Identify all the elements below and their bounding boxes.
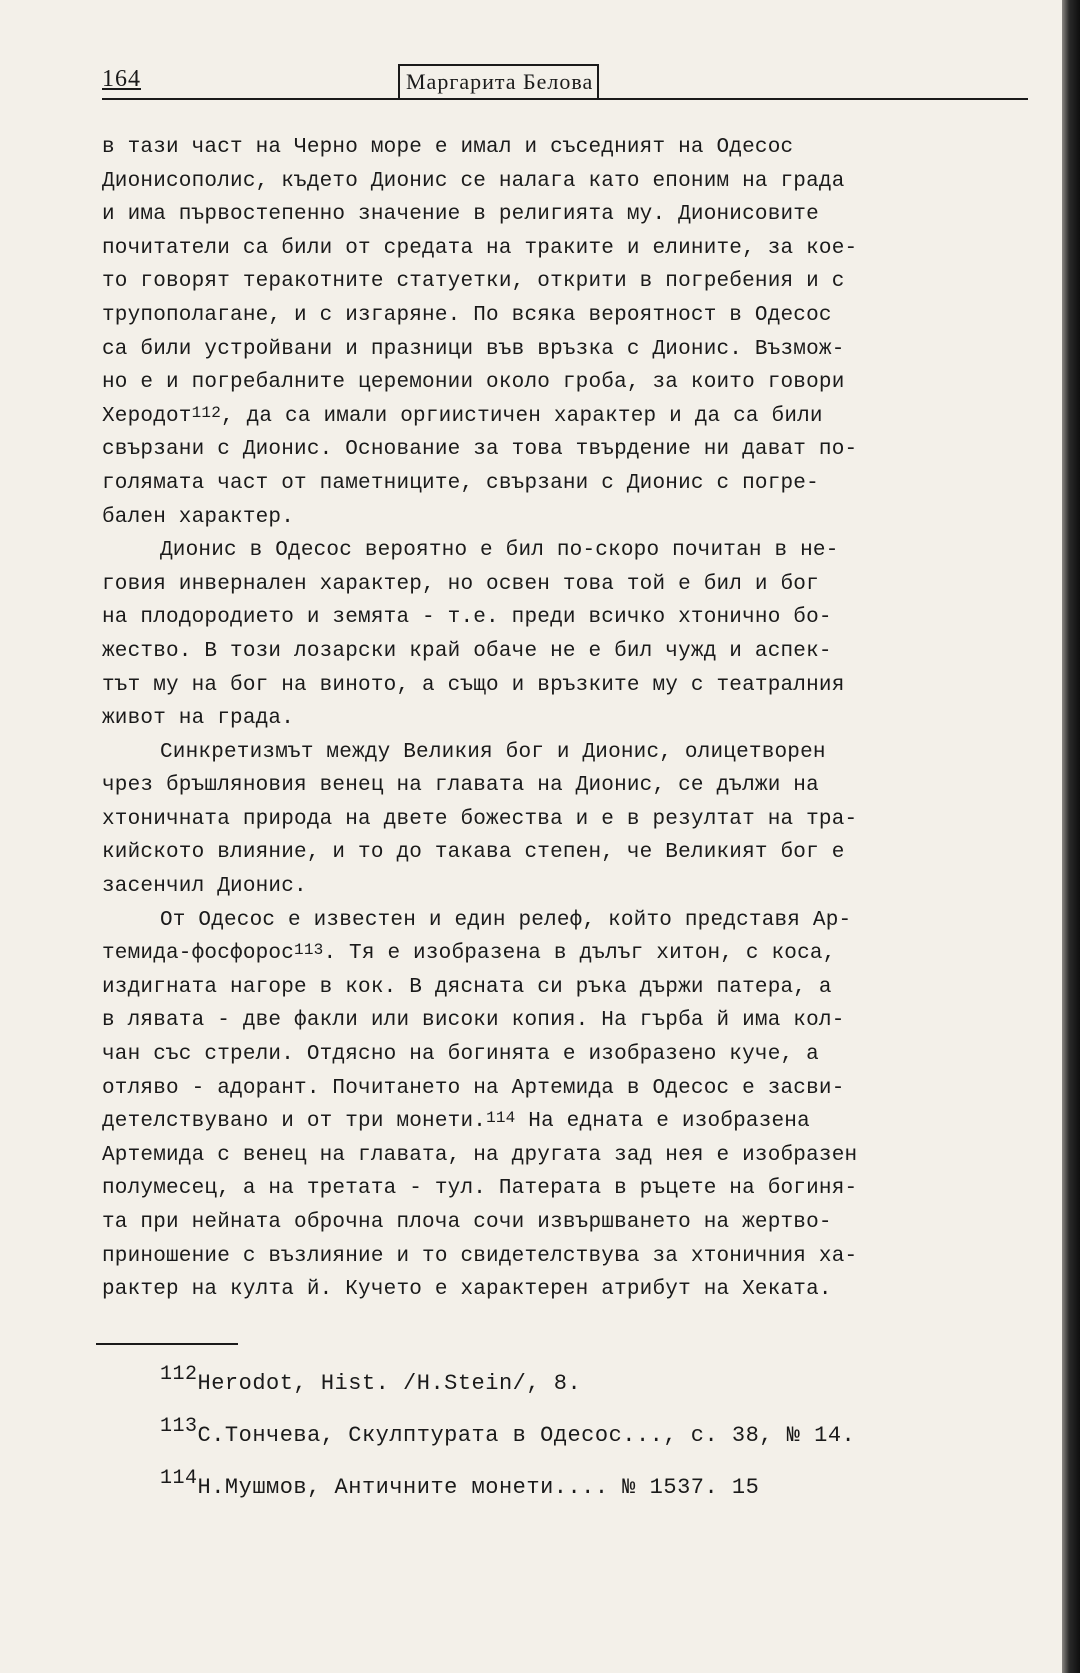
text-line bbox=[102, 1206, 1032, 1240]
text-line bbox=[102, 1072, 1032, 1106]
text-line-content: Херодот bbox=[102, 404, 192, 428]
text-line bbox=[102, 1004, 1032, 1038]
text-line bbox=[102, 433, 1032, 467]
text-line bbox=[102, 232, 1032, 266]
text-line-content: хтоничната природа на двете божества и е в резултат на тра- bbox=[102, 807, 858, 831]
text-line-content: издигната нагоре в кок. В дясната си ръка държи патера, а bbox=[102, 975, 832, 999]
text-line bbox=[102, 1172, 1032, 1206]
text-line-content: тът му на бог на виното, а също и връзките му с театралния bbox=[102, 673, 845, 697]
text-line bbox=[102, 635, 1032, 669]
text-line bbox=[102, 265, 1032, 299]
text-line bbox=[102, 669, 1032, 703]
main-text bbox=[102, 131, 1032, 1307]
footnote bbox=[160, 1462, 1040, 1514]
text-line bbox=[102, 836, 1032, 870]
footnote-text: С.Тончева, Скулптурата в Одесос..., с. 38, № 14. bbox=[197, 1423, 856, 1448]
text-line-content: бален характер. bbox=[102, 505, 295, 529]
text-line bbox=[102, 803, 1032, 837]
text-line bbox=[102, 937, 1032, 971]
text-line-content: кийското влияние, и то до такава степен, че Великият бог е bbox=[102, 841, 845, 865]
text-line-content: Дионис в Одесос вероятно е бил по-скоро почитан в не- bbox=[160, 539, 839, 563]
text-line-content: почитатели са били от средата на траките и елините, за кое- bbox=[102, 236, 858, 260]
text-line-content: то говорят теракотните статуетки, открити в погребения и с bbox=[102, 270, 845, 294]
text-line-content: чан със стрели. Отдясно на богинята е изобразено куче, а bbox=[102, 1043, 819, 1067]
text-line bbox=[102, 467, 1032, 501]
text-line bbox=[102, 769, 1032, 803]
text-line-content: свързани с Дионис. Основание за това твърдение ни дават по- bbox=[102, 438, 858, 462]
text-line bbox=[102, 971, 1032, 1005]
text-line-content: в тази част на Черно море е имал и съседният на Одесос bbox=[102, 136, 794, 159]
text-line bbox=[102, 568, 1032, 602]
text-line-continuation: На едната е изобразена bbox=[515, 1110, 810, 1134]
footnote bbox=[160, 1410, 1040, 1462]
text-line-content: От Одесос е известен и един релеф, който представя Ар- bbox=[160, 908, 852, 932]
page-header bbox=[102, 64, 1028, 100]
text-line bbox=[102, 870, 1032, 904]
text-line-content: но е и погребалните церемонии около гроба, за които говори bbox=[102, 371, 845, 395]
text-line-content: отляво - адорант. Почитането на Артемида в Одесос е засви- bbox=[102, 1076, 845, 1100]
footnote-text: Herodot, Hist. /H.Stein/, 8. bbox=[197, 1371, 582, 1396]
text-line-content: голямата част от паметниците, свързани с Дионис с погре- bbox=[102, 471, 819, 495]
footnote-rule bbox=[96, 1343, 238, 1345]
text-line-content: темида-фосфорос bbox=[102, 942, 295, 966]
footnotes bbox=[160, 1358, 1040, 1514]
text-line bbox=[102, 198, 1032, 232]
footnote-text: Н.Мушмов, Античните монети.... № 1537. 15 bbox=[197, 1475, 760, 1500]
text-line-content: чрез бръшляновия венец на главата на Дионис, се дължи на bbox=[102, 774, 819, 798]
text-line bbox=[102, 131, 1032, 165]
text-line-content: живот на града. bbox=[102, 707, 295, 731]
page-number: 164 bbox=[102, 66, 141, 92]
text-line-content: засенчил Дионис. bbox=[102, 875, 307, 899]
text-line-content: детелствувано и от три монети. bbox=[102, 1110, 487, 1134]
footnote bbox=[160, 1358, 1040, 1410]
footnote-ref: 114 bbox=[486, 1109, 516, 1128]
text-line bbox=[102, 400, 1032, 434]
text-line-content: говия инвернален характер, но освен това той е бил и бог bbox=[102, 572, 819, 596]
text-line bbox=[102, 165, 1032, 199]
text-line bbox=[102, 366, 1032, 400]
text-line bbox=[102, 702, 1032, 736]
text-line bbox=[102, 904, 1032, 938]
text-line-content: жество. В този лозарски край обаче не е бил чужд и аспек- bbox=[102, 639, 832, 663]
text-line bbox=[102, 736, 1032, 770]
text-line bbox=[102, 299, 1032, 333]
text-line-content: приношение с възлияние и то свидетелствува за хтоничния ха- bbox=[102, 1244, 858, 1268]
text-line bbox=[102, 534, 1032, 568]
text-line bbox=[102, 501, 1032, 535]
footnote-ref: 113 bbox=[294, 941, 324, 960]
text-line bbox=[102, 1105, 1032, 1139]
text-line bbox=[102, 1038, 1032, 1072]
text-line bbox=[102, 1273, 1032, 1307]
text-line-content: на плодородието и земята - т.е. преди всичко хтонично бо- bbox=[102, 606, 832, 630]
text-line-content: Артемида с венец на главата, на другата зад нея е изобразен bbox=[102, 1143, 858, 1167]
text-line-content: и има първостепенно значение в религията му. Дионисовите bbox=[102, 203, 819, 227]
footnote-number: 113 bbox=[160, 1415, 198, 1438]
text-line-content: рактер на култа й. Кучето е характерен атрибут на Хеката. bbox=[102, 1278, 832, 1302]
text-line-content: трупополагане, и с изгаряне. По всяка вероятност в Одесос bbox=[102, 303, 832, 327]
text-line-continuation: , да са имали оргиистичен характер и да са били bbox=[221, 404, 823, 428]
running-head: Маргарита Белова bbox=[398, 64, 599, 98]
footnote-ref: 112 bbox=[191, 403, 222, 422]
text-line-content: са били устройвани и празници във връзка с Дионис. Възмож- bbox=[102, 337, 845, 361]
text-line-content: полумесец, а на третата - тул. Патерата в ръцете на богиня- bbox=[102, 1177, 858, 1201]
footnote-number: 112 bbox=[160, 1363, 198, 1386]
text-line bbox=[102, 1139, 1032, 1173]
text-line-content: Дионисополис, където Дионис се налага като епоним на града bbox=[102, 169, 845, 193]
text-line bbox=[102, 1240, 1032, 1274]
text-line-content: в лявата - две факли или високи копия. На гърба й има кол- bbox=[102, 1009, 845, 1033]
text-line-content: Синкретизмът между Великия бог и Дионис, олицетворен bbox=[160, 740, 826, 764]
text-line bbox=[102, 601, 1032, 635]
text-line-continuation: . Тя е изобразена в дълъг хитон, с коса, bbox=[323, 942, 836, 966]
book-spine-shadow bbox=[1062, 0, 1080, 1673]
text-line bbox=[102, 333, 1032, 367]
text-line-content: та при нейната оброчна плоча сочи извършването на жертво- bbox=[102, 1211, 832, 1234]
footnote-number: 114 bbox=[160, 1467, 198, 1490]
